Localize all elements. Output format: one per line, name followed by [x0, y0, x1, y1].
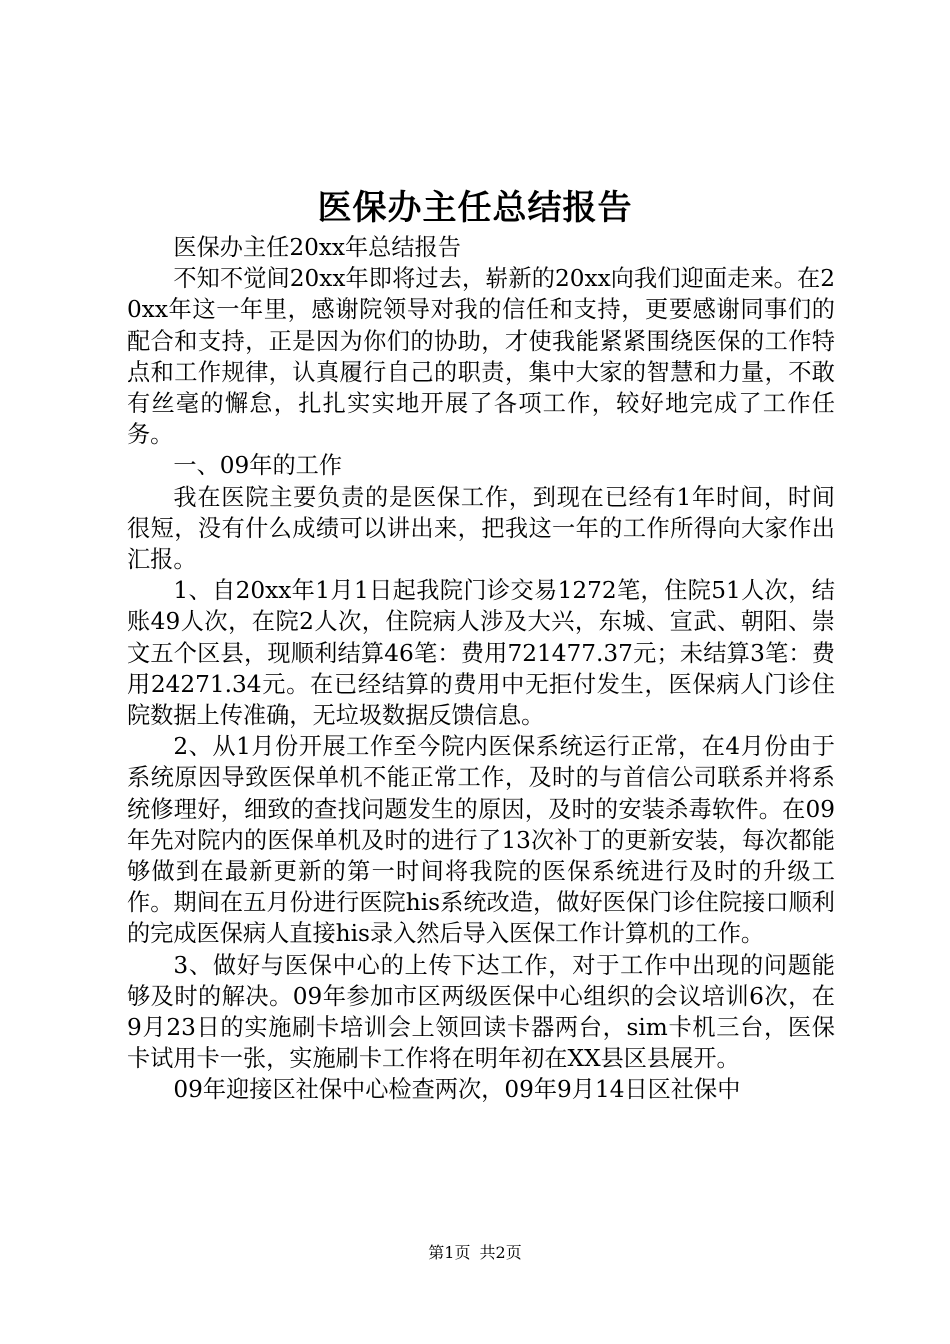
- paragraph-intro: 不知不觉间20xx年即将过去，崭新的20xx向我们迎面走来。在20xx年这一年里，感谢院领导对我的信任和支持，更要感谢同事们的配合和支持，正是因为你们的协助，才使我能紧紧围绕医保的工作特点和工作规律，认真履行自己的职责，集中大家的智慧和力量，不敢有丝毫的懈怠，扎扎实实地开展了各项工作，较好地完成了工作任务。: [127, 265, 835, 449]
- document-title: 医保办主任总结报告: [317, 188, 633, 228]
- document-body: [127, 232, 835, 1106]
- page-footer: [0, 1242, 950, 1264]
- paragraph-item-2: 2、从1月份开展工作至今院内医保系统运行正常，在4月份由于系统原因导致医保单机不能正常工作，及时的与首信公司联系并将系统修理好，细致的查找问题发生的原因，及时的安装杀毒软件。在09年先对院内的医保单机及时的进行了13次补丁的更新安装，每次都能够做到在最新更新的第一时间将我院的医保系统进行及时的升级工作。期间在五月份进行医院his系统改造，做好医保门诊住院接口顺利的完成医保病人直接his录入然后导入医保工作计算机的工作。: [127, 733, 835, 948]
- page-total: 共2页: [479, 1243, 522, 1262]
- paragraph-overview: 我在医院主要负责的是医保工作，到现在已经有1年时间，时间很短，没有什么成绩可以讲出来，把我这一年的工作所得向大家作出汇报。: [127, 483, 835, 574]
- paragraph-inspection: 09年迎接区社保中心检查两次，09年9月14日区社保中: [173, 1076, 741, 1104]
- page-number: 第1页: [428, 1243, 471, 1262]
- section-heading: 一、09年的工作: [173, 452, 343, 480]
- paragraph-subtitle: 医保办主任20xx年总结报告: [173, 234, 461, 261]
- paragraph-item-1: 1、自20xx年1月1日起我院门诊交易1272笔，住院51人次，结账49人次，在院2人次，住院病人涉及大兴，东城、宣武、朝阳、崇文五个区县，现顺利结算46笔：费用721477.37元；未结算3笔：费用24271.34元。在已经结算的费用中无拒付发生，医保病人门诊住院数据上传准确，无垃圾数据反馈信息。: [127, 577, 835, 730]
- paragraph-item-3: 3、做好与医保中心的上传下达工作，对于工作中出现的问题能够及时的解决。09年参加市区两级医保中心组织的会议培训6次，在9月23日的实施刷卡培训会上领回读卡器两台，sim卡机三台，医保卡试用卡一张，实施刷卡工作将在明年初在XX县区县展开。: [127, 951, 835, 1073]
